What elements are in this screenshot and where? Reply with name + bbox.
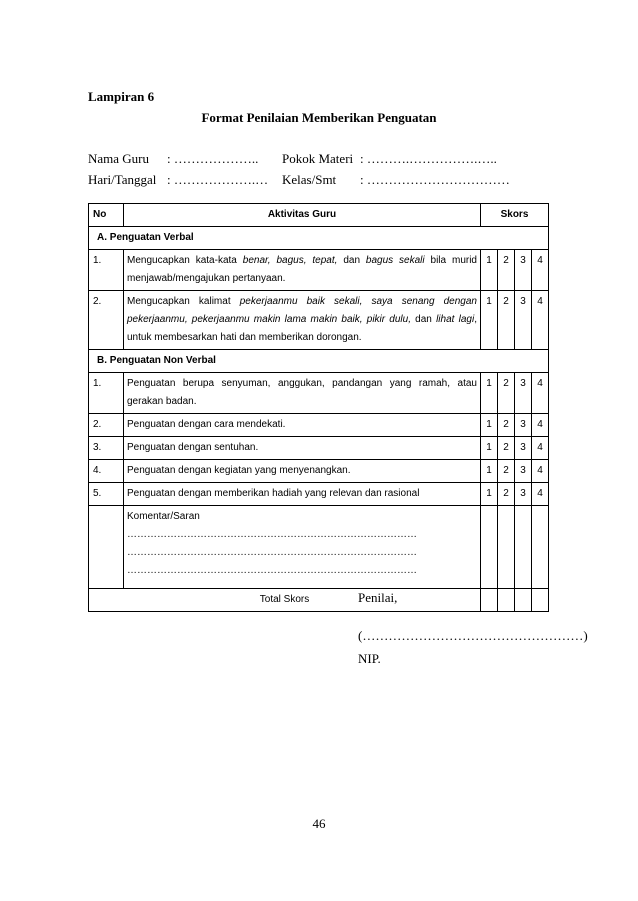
score-3: 3 [515, 291, 532, 350]
score-1: 1 [481, 250, 498, 291]
table-row [89, 483, 549, 506]
table-row [89, 373, 549, 414]
score-2: 2 [498, 483, 515, 506]
nip-label: NIP. [358, 651, 381, 666]
score-4: 4 [532, 291, 549, 350]
activity-text: Penguatan dengan sentuhan. [124, 437, 481, 460]
total-score-cell [498, 589, 515, 612]
pokok-materi-label: Pokok Materi [282, 151, 354, 166]
comment-line: …………………………………………………………………………… [127, 565, 417, 576]
row-number: 5. [89, 483, 124, 506]
score-1: 1 [481, 460, 498, 483]
table-row [89, 291, 549, 350]
total-score-cell [515, 589, 532, 612]
document-title: Format Penilaian Memberikan Penguatan [201, 110, 437, 125]
assessment-table [88, 203, 549, 612]
row-number: 4. [89, 460, 124, 483]
activity-text: Mengucapkan kata-kata benar, bagus, tepat, dan bagus sekali bila murid menjawab/mengajukan pertanyaan. [124, 250, 481, 291]
score-4: 4 [532, 414, 549, 437]
row-number: 2. [89, 414, 124, 437]
row-number: 2. [89, 291, 124, 350]
activity-text: Mengucapkan kalimat pekerjaanmu baik sekali, saya senang dengan pekerjaanmu, pekerjaanmu makin lama makin baik, pikir dulu, dan lihat lagi, untuk membesarkan hati dan memberikan dorongan. [124, 291, 481, 350]
score-1: 1 [481, 373, 498, 414]
header-activity: Aktivitas Guru [124, 204, 481, 227]
nama-guru-label: Nama Guru [88, 151, 150, 166]
table-row [89, 460, 549, 483]
score-3: 3 [515, 460, 532, 483]
score-3: 3 [515, 250, 532, 291]
section-row-verbal [89, 227, 549, 250]
score-2: 2 [498, 460, 515, 483]
empty-score-cell [498, 506, 515, 589]
comment-line: …………………………………………………………………………… [127, 547, 417, 558]
table-header-row [89, 204, 549, 227]
comment-no-cell [89, 506, 124, 589]
activity-text: Penguatan dengan cara mendekati. [124, 414, 481, 437]
score-3: 3 [515, 437, 532, 460]
total-score-cell [532, 589, 549, 612]
score-1: 1 [481, 291, 498, 350]
table-row [89, 414, 549, 437]
empty-score-cell [515, 506, 532, 589]
assessor-label: Penilai, [358, 590, 398, 605]
table-row [89, 250, 549, 291]
kelas-smt-label: Kelas/Smt [282, 172, 337, 187]
score-4: 4 [532, 250, 549, 291]
score-1: 1 [481, 483, 498, 506]
row-number: 1. [89, 373, 124, 414]
score-2: 2 [498, 250, 515, 291]
total-row [89, 589, 549, 612]
empty-score-cell [481, 506, 498, 589]
score-4: 4 [532, 373, 549, 414]
appendix-heading: Lampiran 6 [88, 89, 155, 104]
score-4: 4 [532, 483, 549, 506]
section-nonverbal-label: B. Penguatan Non Verbal [89, 350, 549, 373]
comment-label: Komentar/Saran [127, 511, 200, 522]
kelas-smt-value: : …………………………… [360, 172, 510, 187]
header-score: Skors [481, 204, 549, 227]
hari-tanggal-label: Hari/Tanggal [88, 172, 157, 187]
score-4: 4 [532, 460, 549, 483]
score-3: 3 [515, 483, 532, 506]
comment-cell [124, 506, 481, 589]
empty-score-cell [532, 506, 549, 589]
activity-text: Penguatan dengan memberikan hadiah yang relevan dan rasional [124, 483, 481, 506]
row-number: 3. [89, 437, 124, 460]
score-1: 1 [481, 414, 498, 437]
section-row-nonverbal [89, 350, 549, 373]
signature-line: (……………………………………………) [358, 628, 588, 643]
activity-text: Penguatan berupa senyuman, anggukan, pandangan yang ramah, atau gerakan badan. [124, 373, 481, 414]
score-1: 1 [481, 437, 498, 460]
row-number: 1. [89, 250, 124, 291]
pokok-materi-value: : ……….…………….….. [360, 151, 497, 166]
table-row [89, 437, 549, 460]
nama-guru-value: : ……………….. [167, 151, 259, 166]
score-3: 3 [515, 414, 532, 437]
comment-row [89, 506, 549, 589]
score-4: 4 [532, 437, 549, 460]
score-2: 2 [498, 373, 515, 414]
total-label: Total Skors [89, 589, 481, 612]
comment-line: …………………………………………………………………………… [127, 529, 417, 540]
activity-text: Penguatan dengan kegiatan yang menyenangkan. [124, 460, 481, 483]
hari-tanggal-value: : ……………….… [167, 172, 269, 187]
score-2: 2 [498, 291, 515, 350]
page-number: 46 [312, 816, 326, 831]
score-2: 2 [498, 414, 515, 437]
section-verbal-label: A. Penguatan Verbal [89, 227, 549, 250]
score-3: 3 [515, 373, 532, 414]
total-score-cell [481, 589, 498, 612]
header-no: No [89, 204, 124, 227]
score-2: 2 [498, 437, 515, 460]
